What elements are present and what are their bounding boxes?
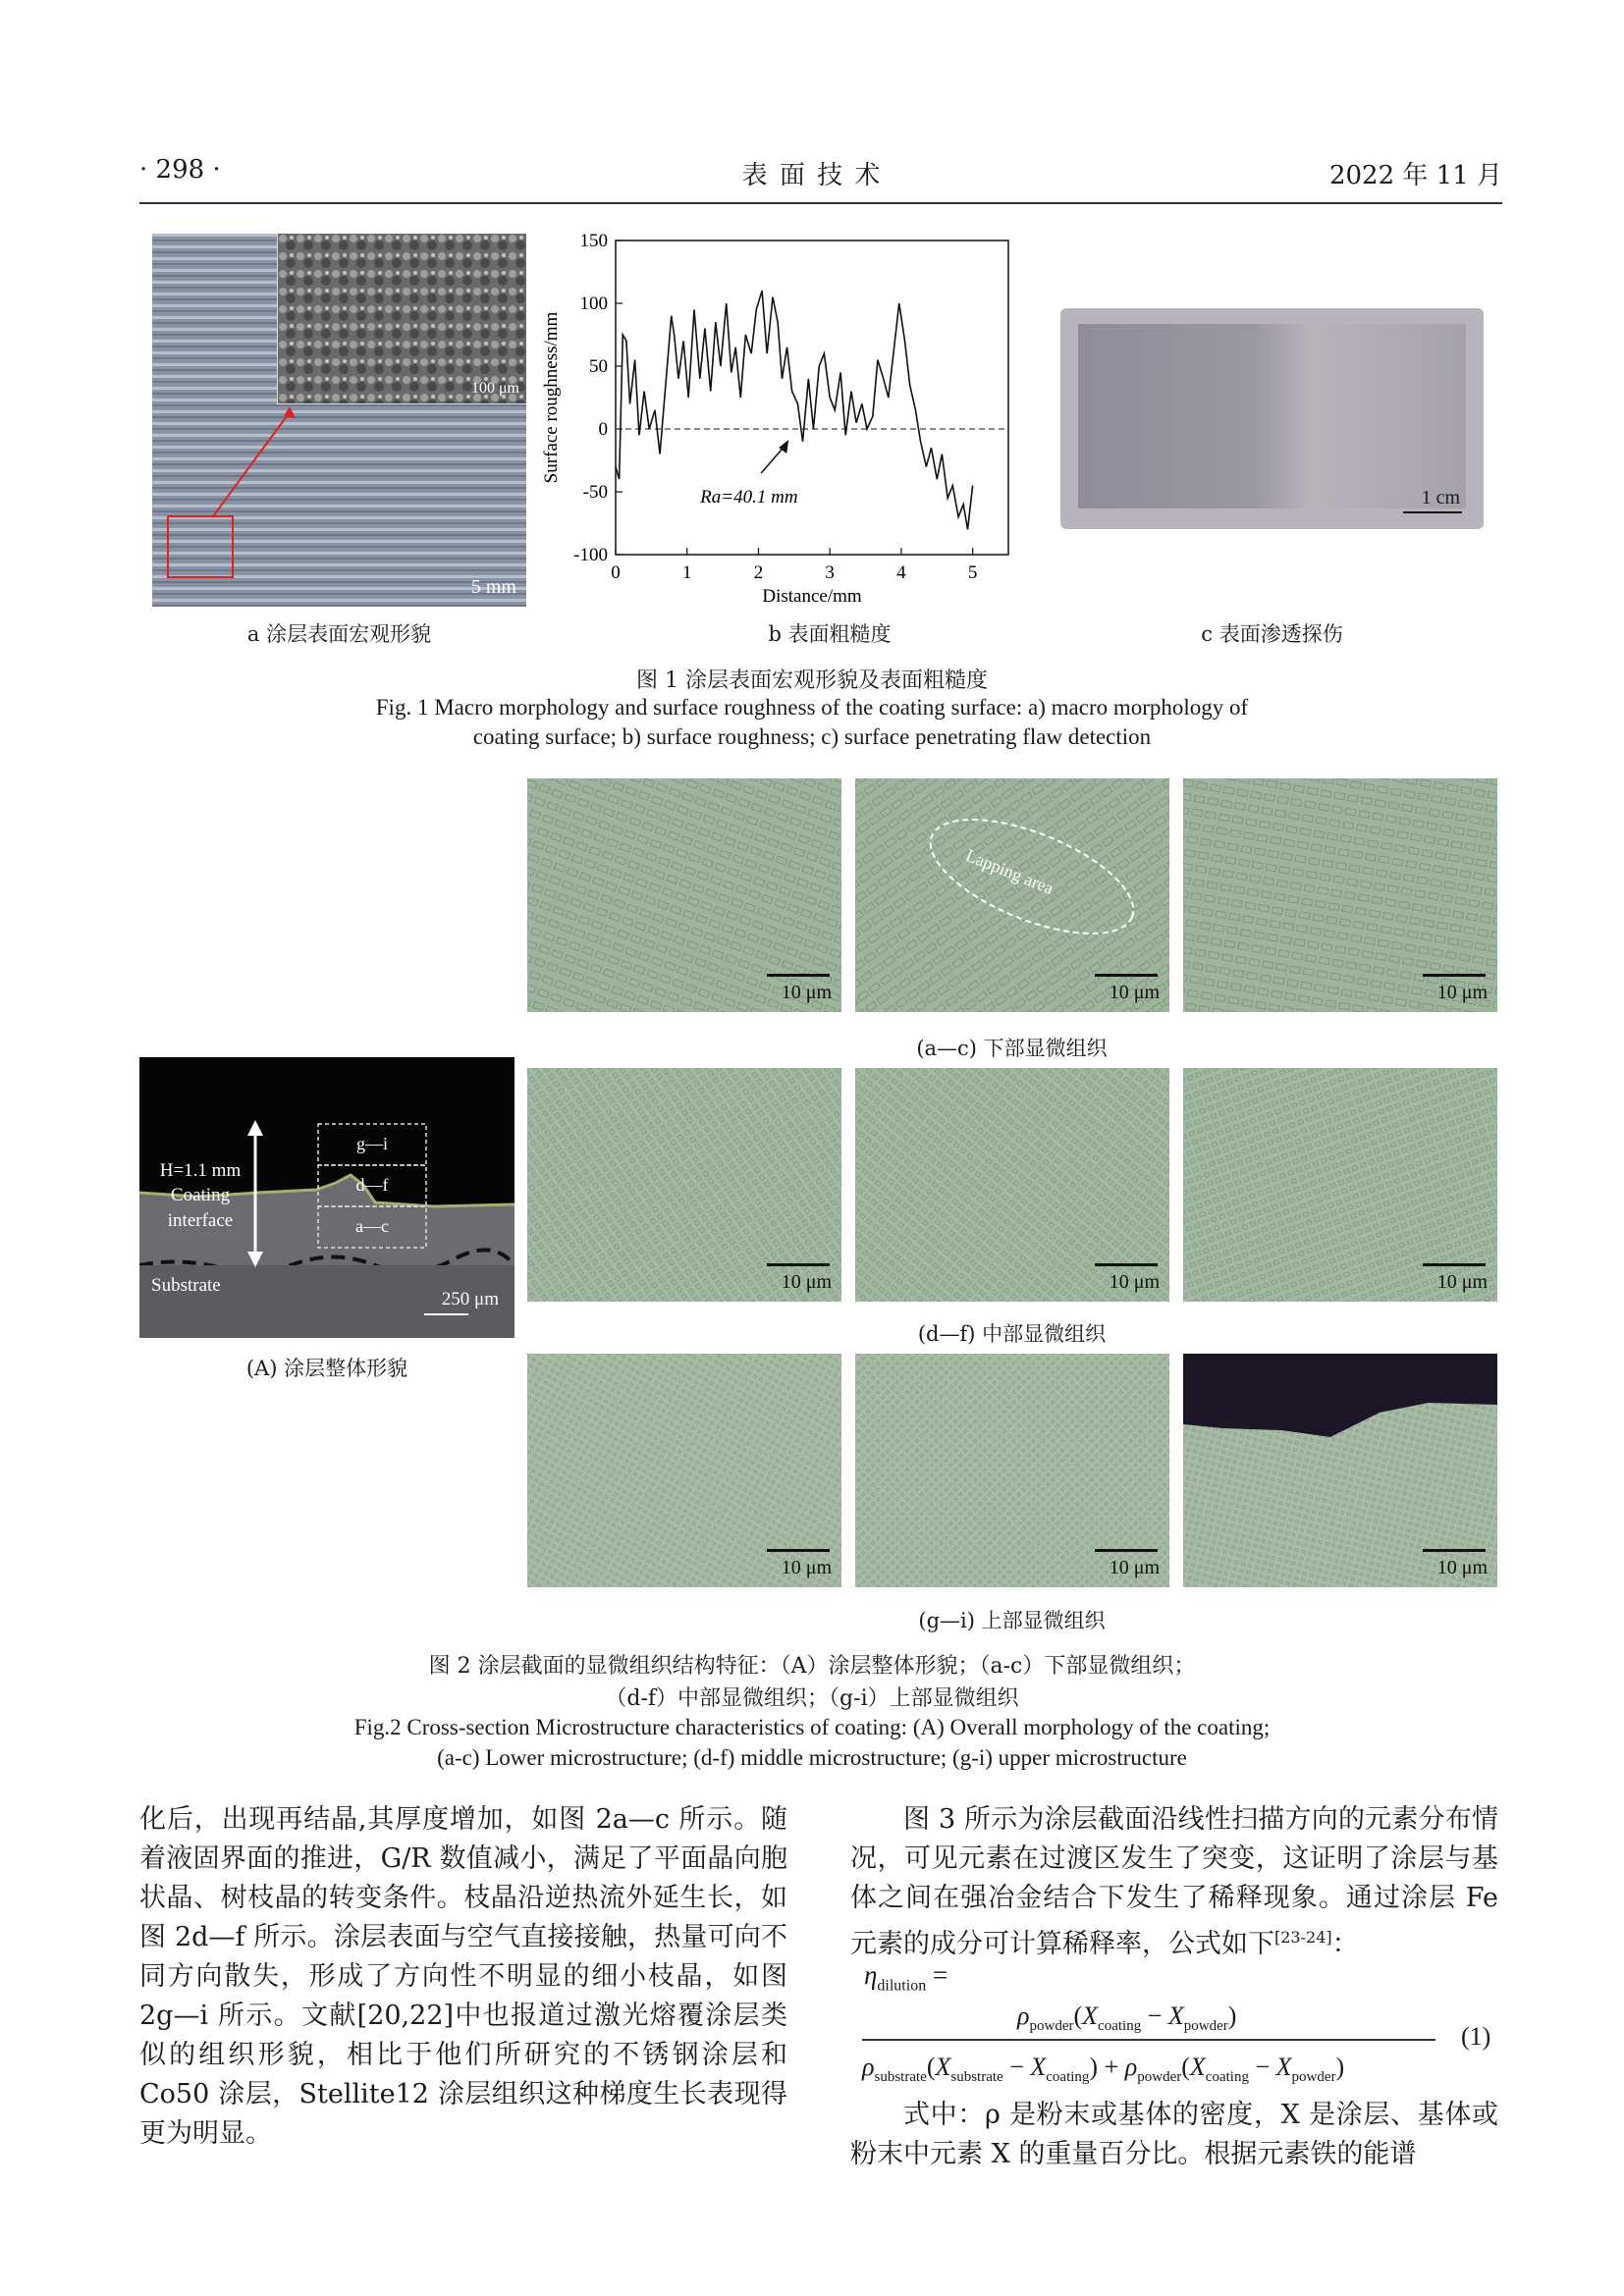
micrograph-scale-bar bbox=[767, 1549, 830, 1552]
micrograph-scale-label: 10 μm bbox=[1436, 1271, 1488, 1293]
micrograph-a bbox=[527, 778, 841, 1012]
micrograph-scale-bar bbox=[767, 1263, 830, 1266]
fig1a-zoom-arrow bbox=[152, 234, 526, 607]
body-left-column: 化后，出现再结晶,其厚度增加，如图 2a—c 所示。随着液固界面的推进，G/R 数值减小，满足了平面晶向胞状晶、树枝晶的转变条件。枝晶沿逆热流外延生长，如图 2d—f 所示。涂层表面与空气直接接触，热量可向不同方向散失，形成了方向性不明显的细小枝晶，如图 2g—i 所示。文献[20,22]中也报道过激光熔覆涂层类似的组织形貌，相比于他们所研究的不锈钢涂层和 Co50 涂层，Stellite12 涂层组织这种梯度生长表现得更为明显。 bbox=[139, 1804, 787, 2149]
micrograph-scale-label: 10 μm bbox=[1436, 982, 1488, 1003]
micrograph-scale-bar bbox=[1423, 974, 1486, 977]
micrograph-e bbox=[855, 1068, 1169, 1302]
fig1c-penetrant-photo bbox=[1060, 308, 1484, 529]
fig2-caption-cn-1: 图 2 涂层截面的显微组织结构特征：（A）涂层整体形貌；（a-c）下部显微组织； bbox=[428, 1654, 1196, 1679]
equation-fraction bbox=[850, 1993, 1498, 2091]
fig1c-scale-bar bbox=[1403, 511, 1462, 513]
micrograph-b bbox=[855, 778, 1169, 1012]
micrograph-scale-bar bbox=[1423, 1549, 1486, 1552]
fig2A-box-ac: a—c bbox=[355, 1216, 389, 1236]
fig2A-substrate: Substrate bbox=[151, 1275, 221, 1296]
x-tick-label: 3 bbox=[825, 562, 835, 583]
fig2-caption-en-1: Fig.2 Cross-section Microstructure characteristics of coating: (A) Overall morphology of the coating; bbox=[353, 1715, 1271, 1739]
fig2A-box-df: d—f bbox=[355, 1175, 389, 1195]
micrograph-scale-bar bbox=[767, 974, 830, 977]
micrograph-scale-bar bbox=[1095, 1549, 1158, 1552]
micrograph-c bbox=[1183, 778, 1497, 1012]
fig2A-thickness: H=1.1 mm bbox=[159, 1160, 242, 1181]
fig1-caption-cn: 图 1 涂层表面宏观形貌及表面粗糙度 bbox=[636, 668, 988, 693]
equation-number: (1) bbox=[1461, 2022, 1491, 2051]
fig2A-label: (A) 涂层整体形貌 bbox=[245, 1357, 408, 1380]
micrograph-scale-label: 10 μm bbox=[781, 1557, 832, 1578]
header-rule bbox=[139, 202, 1502, 204]
y-tick-label: -100 bbox=[573, 545, 608, 565]
micrograph-g bbox=[527, 1354, 841, 1587]
x-tick-label: 4 bbox=[896, 562, 906, 583]
issue-date: 2022 年 11 月 bbox=[1328, 161, 1502, 190]
fig1b-roughness-chart bbox=[535, 231, 1051, 614]
equation-lhs: $\eta_{dilution}$ = bbox=[864, 1960, 948, 1995]
svg-text:ρsubstrate(Xsubstrate − Xcoati: $\rho_{substrate}(X_{substrate} - X_{coating}) + \rho_{powder}(X_{coating} - X_{powder})$ bbox=[862, 2053, 1345, 2085]
y-tick-label: 100 bbox=[579, 294, 608, 314]
chart-frame bbox=[616, 240, 1008, 555]
y-axis-label: Surface roughness/mm bbox=[541, 311, 562, 484]
x-axis-label: Distance/mm bbox=[762, 586, 862, 607]
x-tick-label: 2 bbox=[753, 562, 764, 583]
fig1-caption-en-2: coating surface; b) surface roughness; c) surface penetrating flaw detection bbox=[472, 724, 1152, 749]
micrograph-scale-label: 10 μm bbox=[1436, 1557, 1488, 1578]
fig2-row1-label: (a—c) 下部显微组织 bbox=[916, 1037, 1108, 1060]
lapping-area-label: Lapping area bbox=[962, 845, 1056, 898]
micrograph-scale-bar bbox=[1423, 1263, 1486, 1266]
micrograph-scale-label: 10 μm bbox=[781, 1271, 832, 1293]
page-number: · 298 · bbox=[139, 155, 221, 185]
body-right-text: 图 3 所示为涂层截面沿线性扫描方向的元素分布情况，可见元素在过渡区发生了突变，这证明了涂层与基体之间在强冶金结合下发生了稀释现象。通过涂层 Fe 元素的成分可计算稀释率，公式如下 bbox=[850, 1804, 1498, 1959]
fig2A-overall-morphology bbox=[139, 1057, 514, 1338]
fig2-caption-cn-2: （d-f）中部显微组织；（g-i）上部显微组织 bbox=[605, 1686, 1019, 1711]
y-tick-label: 150 bbox=[579, 231, 608, 251]
fig2-row2-label: (d—f) 中部显微组织 bbox=[917, 1322, 1107, 1346]
fig2A-scale: 250 μm bbox=[441, 1289, 499, 1309]
micrograph-scale-label: 10 μm bbox=[1109, 1557, 1160, 1578]
fig2A-coating-interface: Coating interface bbox=[167, 1185, 234, 1231]
svg-text:ρpowder(Xcoating − Xpowder): $\rho_{powder}(X_{coating} - X_{powder})$ bbox=[1017, 2002, 1237, 2034]
fig1a-label: a 涂层表面宏观形貌 bbox=[246, 622, 432, 646]
micrograph-f bbox=[1183, 1068, 1497, 1302]
y-tick-label: 0 bbox=[598, 419, 608, 440]
journal-title: 表 面 技 术 bbox=[741, 161, 883, 190]
fig1a-inset-scale: 100 μm bbox=[470, 380, 519, 397]
fig2A-box-gi: g—i bbox=[355, 1134, 388, 1153]
fig1c-scale: 1 cm bbox=[1421, 487, 1460, 508]
fig1a-macro-photo bbox=[152, 234, 526, 607]
micrograph-scale-bar bbox=[1095, 1263, 1158, 1266]
micrograph-scale-label: 10 μm bbox=[1109, 982, 1160, 1003]
fig1-caption-en-1: Fig. 1 Macro morphology and surface roughness of the coating surface: a) macro morphology of bbox=[375, 695, 1249, 720]
micrograph-scale-bar bbox=[1095, 974, 1158, 977]
citation-ref: [23-24] bbox=[1274, 1928, 1332, 1947]
x-tick-label: 1 bbox=[681, 562, 692, 583]
ra-annotation: Ra=40.1 mm bbox=[700, 486, 798, 507]
y-tick-label: -50 bbox=[582, 482, 608, 503]
body-right-column-paragraph bbox=[850, 1800, 1498, 1964]
micrograph-i bbox=[1183, 1354, 1497, 1587]
micrograph-d bbox=[527, 1068, 841, 1302]
body-right-column-2: 式中：ρ 是粉末或基体的密度，X 是涂层、基体或粉末中元素 X 的重量百分比。根据元素铁的能谱 bbox=[850, 2100, 1498, 2169]
fig1c-label: c 表面渗透探伤 bbox=[1201, 622, 1343, 646]
y-tick-label: 50 bbox=[589, 356, 608, 377]
x-tick-label: 0 bbox=[611, 562, 621, 583]
x-tick-label: 5 bbox=[967, 562, 978, 583]
fig1c-specimen bbox=[1078, 324, 1466, 508]
fig1a-scale: 5 mm bbox=[470, 576, 516, 598]
fig2-caption-en-2: (a-c) Lower microstructure; (d-f) middle microstructure; (g-i) upper microstructure bbox=[437, 1745, 1187, 1770]
fig2-row3-label: (g—i) 上部显微组织 bbox=[918, 1609, 1106, 1632]
micrograph-scale-label: 10 μm bbox=[781, 982, 832, 1003]
fig1b-label: b 表面粗糙度 bbox=[768, 622, 892, 646]
micrograph-h bbox=[855, 1354, 1169, 1587]
micrograph-scale-label: 10 μm bbox=[1109, 1271, 1160, 1293]
body-right-text-end: ： bbox=[1331, 1929, 1359, 1959]
